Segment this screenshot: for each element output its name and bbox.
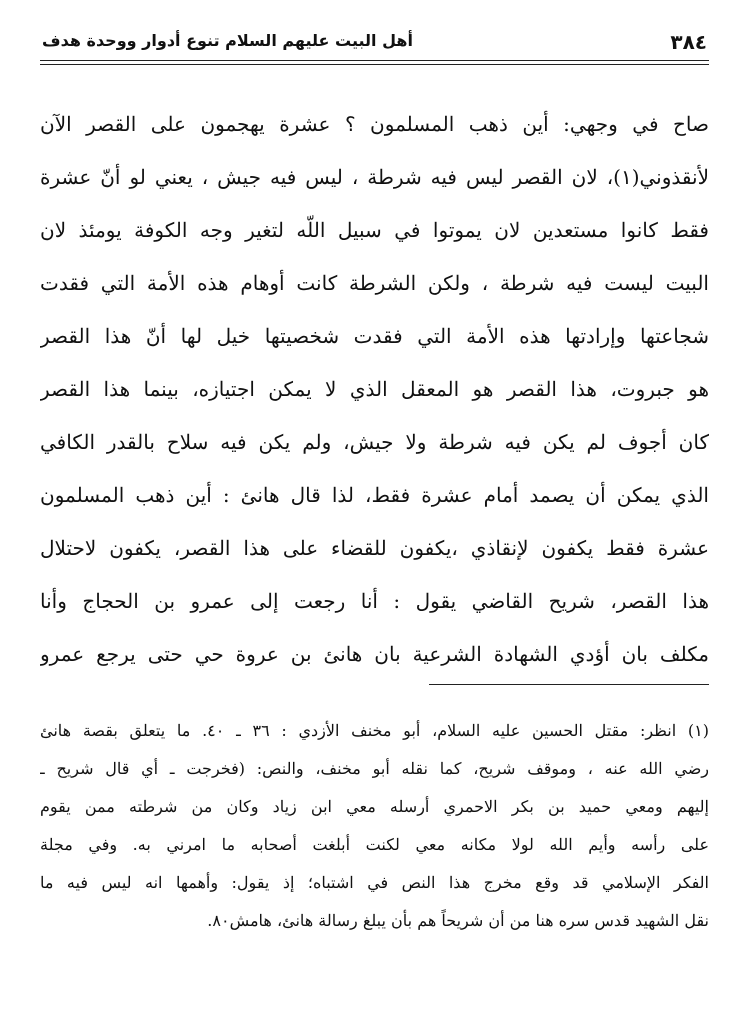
header-divider <box>40 60 709 61</box>
running-title: أهل البيت عليهم السلام تنوع أدوار ووحدة هدف <box>42 31 413 50</box>
footnotes <box>40 712 709 940</box>
body-line: الذي يمكن أن يصمد أمام عشرة فقط، لذا قال هانئ : أين ذهب المسلمون <box>40 483 709 507</box>
header-divider-thin <box>40 64 709 65</box>
body-line: لأنقذوني(١)، لان القصر ليس فيه شرطة ، ليس فيه جيش ، يعني لو أنّ عشرة <box>40 165 709 189</box>
footnote-line: رضي الله عنه ، وموقف شريح، كما نقله أبو مخنف، والنص: (فخرجت ـ أي قال شريح ـ <box>40 759 709 778</box>
body-line: كان أجوف لم يكن فيه شرطة ولا جيش، ولم يكن فيه سلاح بالقدر الكافي <box>40 430 709 454</box>
body-line: عشرة فقط يكفون لإنقاذي ،يكفون للقضاء على هذا القصر، يكفون لاحتلال <box>40 536 709 560</box>
main-text <box>40 98 709 681</box>
body-line: هو جبروت، هذا القصر هو المعقل الذي لا يمكن اجتيازه، بينما هذا القصر <box>40 377 709 401</box>
footnote-line: إليهم ومعي حميد بن بكر الاحمري أرسله معي ابن زياد وكان من شرطته ممن يقوم <box>40 797 709 816</box>
footnote-line: نقل الشهيد قدس سره هنا من أن شريحاً هم بأن يبلغ رسالة هانئ، هامش٨٠. <box>207 911 709 930</box>
body-line: البيت ليست فيه شرطة ، ولكن الشرطة كانت أوهام هذه الأمة التي فقدت <box>40 271 709 295</box>
body-line: مكلف بان أؤدي الشهادة الشرعية بان هانئ بن عروة حي حتى يرجع عمرو <box>40 642 709 666</box>
footnote-separator <box>429 684 709 685</box>
footnote-line: الفكر الإسلامي قد وقع مخرج هذا النص في اشتباه؛ إذ يقول: وأهمها انه ليس فيه ما <box>40 873 709 892</box>
body-line: صاح في وجهي: أين ذهب المسلمون ؟ عشرة يهجمون على القصر الآن <box>40 112 709 136</box>
page-number: ٣٨٤ <box>670 30 707 54</box>
footnote-line: على رأسه وأيم الله لولا مكانه معي لكنت أبلغت أصحابه ما امرني به. وفي مجلة <box>40 835 709 854</box>
body-line: شجاعتها وإرادتها هذه الأمة التي فقدت شخصيتها خيل لها أنّ هذا القصر <box>40 324 709 348</box>
footnote-line: (١) انظر: مقتل الحسين عليه السلام، أبو مخنف الأزدي : ٣٦ ـ ٤٠. ما يتعلق بقصة هانئ <box>40 721 709 740</box>
body-line: هذا القصر، شريح القاضي يقول : أنا رجعت إلى عمرو بن الحجاج وأنا <box>40 589 709 613</box>
page-header <box>42 28 707 58</box>
body-line: فقط كانوا مستعدين لان يموتوا في سبيل اللّه لتغير وجه الكوفة يومئذ لان <box>40 218 709 242</box>
